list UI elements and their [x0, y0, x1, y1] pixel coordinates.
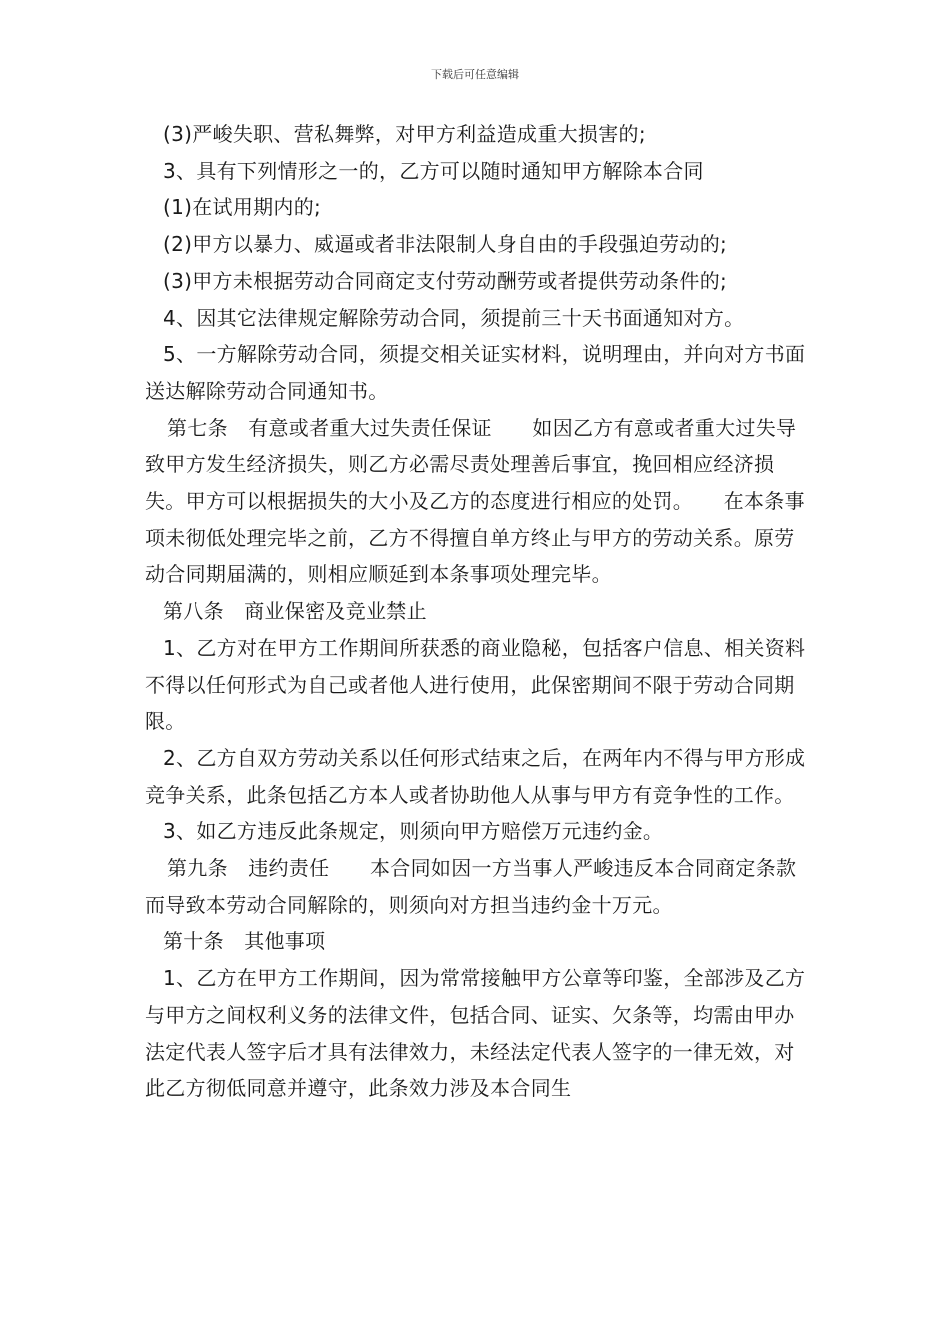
paragraph: (2)甲方以暴力、威逼或者非法限制人身自由的手段强迫劳动的; — [163, 232, 728, 257]
paragraph: (3)严峻失职、营私舞弊，对甲方利益造成重大损害的; — [163, 122, 646, 146]
paragraph: (3)甲方未根据劳动合同商定支付劳动酬劳或者提供劳动条件的; — [163, 268, 728, 293]
section-heading-article-8: 第八条 商业保密及竞业禁止 — [163, 599, 427, 624]
page-header: 下载后可任意编辑 — [431, 68, 519, 81]
paragraph: (1)在试用期内的; — [163, 195, 322, 220]
section-heading-article-10: 第十条 其他事项 — [163, 929, 326, 954]
paragraph: 5、一方解除劳动合同，须提交相关证实材料，说明理由，并向对方书面送达解除劳动合同通知书。 — [145, 342, 806, 403]
document-body — [145, 116, 813, 1107]
paragraph: 2、乙方自双方劳动关系以任何形式结束之后，在两年内不得与甲方形成竞争关系，此条包括乙方本人或者协助他人从事与甲方有竞争性的工作。 — [145, 745, 806, 807]
paragraph: 1、乙方在甲方工作期间，因为常常接触甲方公章等印鉴，全部涉及乙方与甲方之间权利义务的法律文件，包括合同、证实、欠条等，均需由甲办法定代表人签字后才具有法律效力，未经法定代表人签字的一律无效，对此乙方彻低同意并遵守，此条效力涉及本合同生 — [145, 966, 806, 1101]
section-article-9: 第九条 违约责任 本合同如因一方当事人严峻违反本合同商定条款而导致本劳动合同解除的，则须向对方担当违约金十万元。 — [145, 856, 797, 917]
section-article-7: 第七条 有意或者重大过失责任保证 如因乙方有意或者重大过失导致甲方发生经济损失，则乙方必需尽责处理善后事宜，挽回相应经济损失。甲方可以根据损失的大小及乙方的态度进行相应的处罚。 在本条事项未彻低处理完毕之前，乙方不得擅自单方终止与甲方的劳动关系。原劳动合同期届满的，则相应顺延到本条事项处理完毕。 — [145, 415, 805, 587]
paragraph: 3、具有下列情形之一的，乙方可以随时通知甲方解除本合同 — [163, 158, 704, 183]
paragraph: 1、乙方对在甲方工作期间所获悉的商业隐秘，包括客户信息、相关资料不得以任何形式为自己或者他人进行使用，此保密期间不限于劳动合同期限。 — [145, 635, 806, 734]
paragraph: 4、因其它法律规定解除劳动合同，须提前三十天书面通知对方。 — [163, 305, 745, 330]
paragraph: 3、如乙方违反此条规定，则须向甲方赔偿万元违约金。 — [163, 819, 664, 844]
